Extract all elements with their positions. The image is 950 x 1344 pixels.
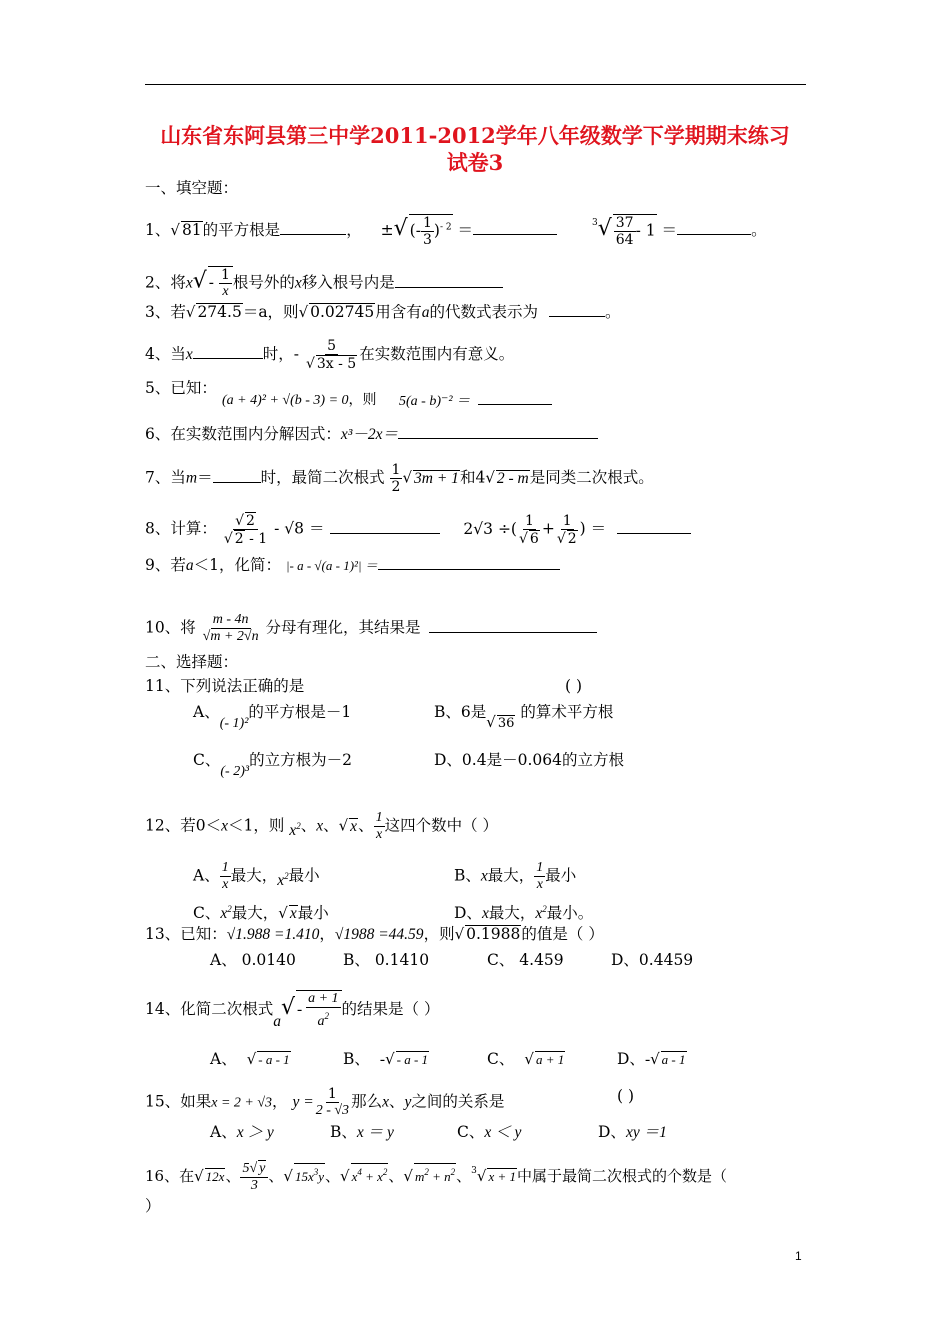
option-A: A、 √ - a - 1 [210,1050,290,1068]
question-8: 8、计算： $\frac{√ 2}{√ 2 - 1}$ - √8 ＝ 2√3 ÷( $\frac{1}{√ 6}$ + $\frac{1}{√ 2}$ ) ＝ [145,512,691,547]
option-D: D、xy ＝1 [598,1123,667,1141]
option-C: C、 √ a + 1 [487,1050,565,1068]
page-number: 1 [795,1249,802,1263]
blank [473,220,557,235]
blank [395,273,503,288]
option-C: C、x ＜ y [457,1123,522,1141]
option-C: C、(- 2)³的立方根为－2 [193,751,352,779]
question-16: 16、在√ 12x、 $\frac{5√ y}{3}$ 、√ $15x^3y$、√ $x^4 + x^2$、√ $m^2 + n^2$、$^3$√ x + 1中属于最简二次根式的个数是（ [145,1161,728,1193]
option-B: B、x最大， $\frac{1}{x}$ 最小 [454,860,577,892]
question-12: 12、若0＜x＜1，则 $x^2$、x、√ x、 $\frac{1}{x}$ 这四个数中（ ） [145,810,499,842]
question-5-expr-2: 5(a - b)⁻² ＝ [399,390,552,412]
option-D: D、0.4459 [611,951,694,969]
blank [280,220,346,235]
blank [429,618,597,633]
question-15: 15、如果x = 2 + √3， y = $\frac{1}{2 - √3}$ 那么x、y之间的关系是 [145,1086,505,1118]
option-B: B、x ＝ y [330,1123,394,1141]
option-B: B、 -√ - a - 1 [343,1050,429,1068]
question-3: 3、若√ 274.5＝a，则√ 0.02745用含有a的代数式表示为 。 [145,303,621,321]
title-line-1: 山东省东阿县第三中学2011-2012学年八年级数学下学期期末练习 [160,123,790,148]
question-10: 10、将 $\frac{m - 4n}{√m + 2√n}$ 分母有理化，其结果是 [145,612,597,645]
option-A: A、 $\frac{1}{x}$ 最大，$x^2$最小 [193,860,320,892]
question-14: 14、化简二次根式a√ - $\frac{a + 1}{a^2}$ 的结果是（ ） [145,991,440,1031]
question-9: 9、若a＜1，化简： |- a - √(a - 1)²| ＝ [145,555,560,576]
header-rule [145,84,806,85]
blank [398,424,598,439]
option-A: A、(- 1)²的平方根是－1 [193,703,352,731]
blank [193,344,263,359]
blank [677,220,751,235]
option-C: C、 4.459 [487,951,564,969]
question-13: 13、已知：√1.988 =1.410，√1988 =44.59，则√ 0.1988的值是（ ） [145,925,604,943]
question-5-expr: (a + 4)² + √(b - 3) = 0，则 [222,392,377,408]
blank [617,519,691,534]
option-A: A、x ＞ y [210,1123,274,1141]
question-2: 2、将x√ - $\frac{1}{x}$ 根号外的x移入根号内是 [145,266,503,300]
question-5: 5、已知： [145,379,217,397]
question-4: 4、当x 时，- $\frac{5}{√ 3x - 5}$ 在实数范围内有意义。 [145,338,515,372]
section-fill-in: 一、填空题： [145,179,239,197]
title-line-2: 试卷3 [446,150,504,175]
option-A: A、 0.0140 [210,951,296,969]
blank [549,302,605,317]
answer-paren: ( ) [565,677,583,695]
blank [330,519,440,534]
option-C: C、$x^2$最大，√ x最小 [193,904,329,922]
question-6: 6、在实数范围内分解因式：x³－2x＝ [145,424,598,445]
question-7: 7、当m＝ 时，最简二次根式 $\frac{1}{2}$ √ 3m + 1和4√ 2 - m是同类二次根式。 [145,462,654,495]
blank [478,390,552,405]
question-11: 11、下列说法正确的是 [145,677,305,695]
option-D: D、x最大，$x^2$最小。 [454,904,594,922]
option-D: D、-√ a - 1 [617,1050,686,1068]
question-1: 1、√ 81的平方根是 ， ±√ (- $\frac{1}{3}$ )$^{- 2}$ ＝ $^3$√ $\frac{37}{64}$ - 1 ＝ 。 [145,214,767,248]
blank [378,555,560,570]
question-16-close: ） [145,1197,161,1215]
option-B: B、 0.1410 [343,951,430,969]
answer-paren: ( ) [617,1087,635,1105]
option-D: D、0.4是－0.064的立方根 [434,751,624,769]
section-choice: 二、选择题： [145,653,239,671]
blank [213,468,261,483]
option-B: B、6是√ 36 的算术平方根 [434,703,614,731]
